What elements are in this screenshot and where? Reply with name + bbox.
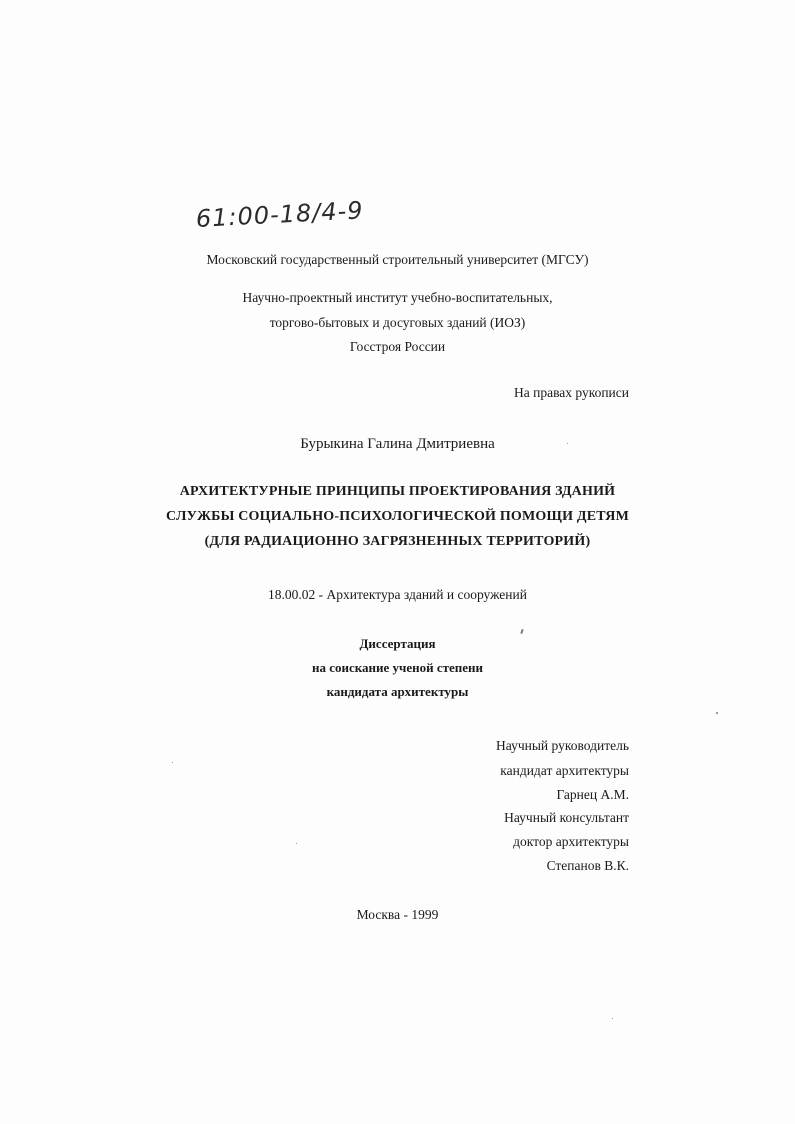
supervisor-role: Научный руководитель — [496, 738, 629, 753]
thesis-title-line-3: (ДЛЯ РАДИАЦИОННО ЗАГРЯЗНЕННЫХ ТЕРРИТОРИЙ) — [204, 534, 591, 549]
specialty-code: 18.00.02 - Архитектура зданий и сооружений — [268, 587, 527, 602]
supervisor-name: Гарнец А.М. — [556, 787, 629, 802]
scan-speck — [716, 712, 718, 714]
thesis-degree-name: кандидата архитектуры — [326, 684, 469, 699]
scan-speck — [172, 762, 173, 763]
thesis-degree-line: на соискание ученой степени — [311, 660, 484, 675]
scan-speck — [612, 1018, 613, 1019]
thesis-title-line-1: АРХИТЕКТУРНЫЕ ПРИНЦИПЫ ПРОЕКТИРОВАНИЯ ЗДАНИЙ — [179, 484, 616, 499]
scan-speck — [520, 629, 524, 634]
scan-speck — [296, 843, 297, 844]
institute-line-1: Научно-проектный институт учебно-воспитательных, — [242, 290, 553, 305]
author-name: Бурыкина Галина Дмитриевна — [300, 436, 495, 452]
consultant-degree: доктор архитектуры — [513, 834, 629, 849]
consultant-name: Степанов В.К. — [546, 858, 629, 873]
institute-line-3: Госстроя России — [349, 339, 446, 354]
rights-note: На правах рукописи — [513, 385, 629, 400]
thesis-title-line-2: СЛУЖБЫ СОЦИАЛЬНО-ПСИХОЛОГИЧЕСКОЙ ПОМОЩИ ДЕТЯМ — [166, 509, 629, 524]
supervisor-degree: кандидат архитектуры — [500, 763, 629, 778]
institute-line-2: торгово-бытовых и досуговых зданий (ИОЗ) — [269, 315, 526, 330]
university-name: Московский государственный строительный университет (МГСУ) — [206, 252, 589, 267]
scan-speck — [567, 443, 568, 444]
handwritten-archive-code: 61:00-18/4-9 — [195, 196, 365, 233]
consultant-role: Научный консультант — [504, 810, 629, 825]
city-year: Москва - 1999 — [356, 907, 439, 922]
thesis-type: Диссертация — [359, 636, 436, 651]
